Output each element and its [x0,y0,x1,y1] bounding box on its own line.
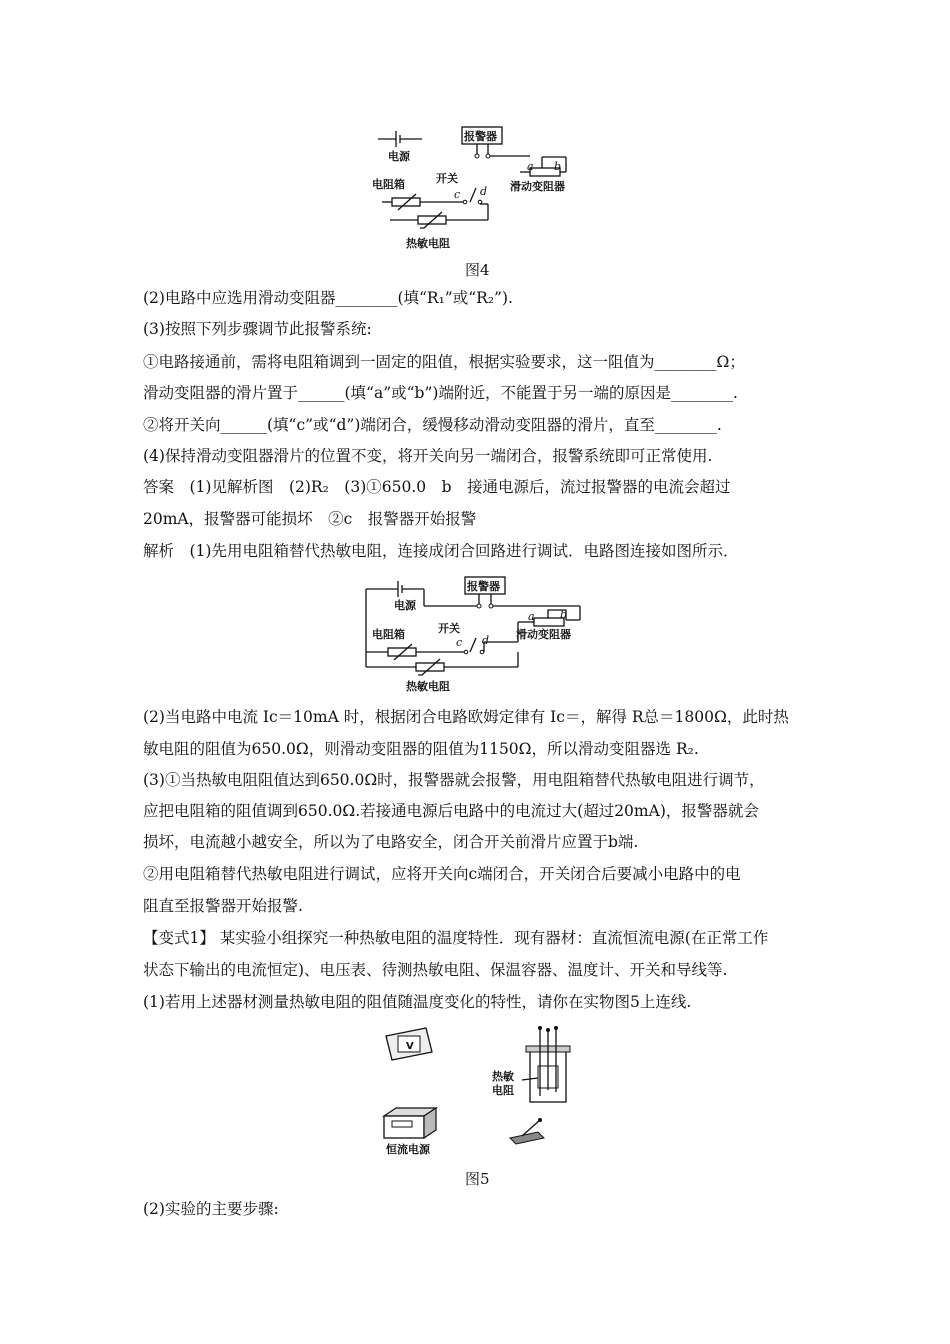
text-line-4: 滑动变阻器的滑片置于______(填“a”或“b”)端附近，不能置于另一端的原因是________. [143,384,738,402]
text-line-2: (3)按照下列步骤调节此报警系统: [143,320,372,338]
fig4-alarm-label: 报警器 [464,130,497,143]
fig5-source-label: 恒流电源 [386,1143,430,1156]
container-icon [522,1026,570,1102]
analysis-line-5: 应把电阻箱的阻值调到650.0Ω.若接通电源后电路中的电流过大(超过20mA)，报警器就会 [143,802,759,820]
voltmeter-icon [386,1028,432,1060]
variant-line-3: (1)若用上述器材测量热敏电阻的阻值随温度变化的特性，请你在实物图5上连线. [143,993,692,1011]
fig5-thermistor-label-1: 热敏 [492,1070,514,1083]
current-source-icon [384,1108,436,1138]
figure-4-circuit [370,122,590,257]
fig5-thermistor-label-2: 电阻 [492,1084,514,1097]
analysis-line-6: 损坏，电流越小越安全，所以为了电路安全，闭合开关前滑片应置于b端. [143,833,639,851]
figure-4-caption: 图4 [465,261,490,279]
analysis-line-2: (2)当电路中电流 Ic＝10mA 时，根据闭合电路欧姆定律有 Ic＝，解得 R总＝1800Ω，此时热 [143,708,789,726]
analysis-line-1: 解析 (1)先用电阻箱替代热敏电阻，连接成闭合回路进行调试．电路图连接如图所示． [143,542,739,560]
text-line-6: (4)保持滑动变阻器滑片的位置不变，将开关向另一端闭合，报警系统即可正常使用. [143,447,713,465]
fa-thermistor-label: 热敏电阻 [406,680,450,693]
variant-line-1: 【变式1】 某实验小组探究一种热敏电阻的温度特性．现有器材：直流恒流电源(在正常工作 [143,929,769,947]
figure-5-caption: 图5 [465,1170,490,1188]
analysis-line-7: ②用电阻箱替代热敏电阻进行调试，应将开关向c端闭合，开关闭合后要减小电路中的电 [143,865,741,883]
text-line-1: (2)电路中应选用滑动变阻器________(填“R₁”或“R₂”). [143,289,513,307]
voltmeter-v-label: V [406,1041,414,1052]
fa-c-label: c [456,636,463,649]
fa-b-label: b [560,608,568,621]
fa-power-label: 电源 [394,599,416,612]
fig4-power-label: 电源 [388,150,410,163]
fa-switch-label: 开关 [438,622,460,635]
fig4-switch-label: 开关 [436,172,458,185]
text-line-3: ①电路接通前，需将电阻箱调到一固定的阻值，根据实验要求，这一阻值为________Ω； [143,353,745,371]
fa-resbox-label: 电阻箱 [372,628,405,641]
knife-switch-icon [510,1118,544,1144]
fig4-c-label: c [454,188,461,201]
figure-5-apparatus [380,1020,580,1160]
answer-line-1: 答案 (1)见解析图 (2)R₂ (3)①650.0 b 接通电源后，流过报警器的电流会超过 [143,478,731,496]
steps-heading: (2)实验的主要步骤: [143,1200,279,1218]
fig4-b-label: b [554,160,562,173]
fa-rheostat-label: 滑动变阻器 [516,628,571,641]
figure-answer-circuit [358,572,598,694]
analysis-line-3: 敏电阻的阻值为650.0Ω，则滑动变阻器的阻值为1150Ω，所以滑动变阻器选 R₂. [143,740,699,758]
fig4-resbox-label: 电阻箱 [372,178,405,191]
fa-alarm-label: 报警器 [467,580,500,593]
fig4-rheostat-label: 滑动变阻器 [510,180,565,193]
fa-d-label: d [482,634,490,647]
analysis-line-4: (3)①当热敏电阻阻值达到650.0Ω时，报警器就会报警，用电阻箱替代热敏电阻进行调节， [143,771,765,789]
analysis-line-8: 阻直至报警器开始报警. [143,897,303,915]
answer-line-2: 20mA，报警器可能损坏 ②c 报警器开始报警 [143,510,477,528]
fa-a-label: a [528,610,535,623]
fig4-thermistor-label: 热敏电阻 [406,237,450,250]
fig4-d-label: d [480,185,488,198]
variant-line-2: 状态下输出的电流恒定)、电压表、待测热敏电阻、保温容器、温度计、开关和导线等. [143,961,728,979]
fig4-a-label: a [527,160,534,173]
text-line-5: ②将开关向______(填“c”或“d”)端闭合，缓慢移动滑动变阻器的滑片，直至________. [143,416,722,434]
